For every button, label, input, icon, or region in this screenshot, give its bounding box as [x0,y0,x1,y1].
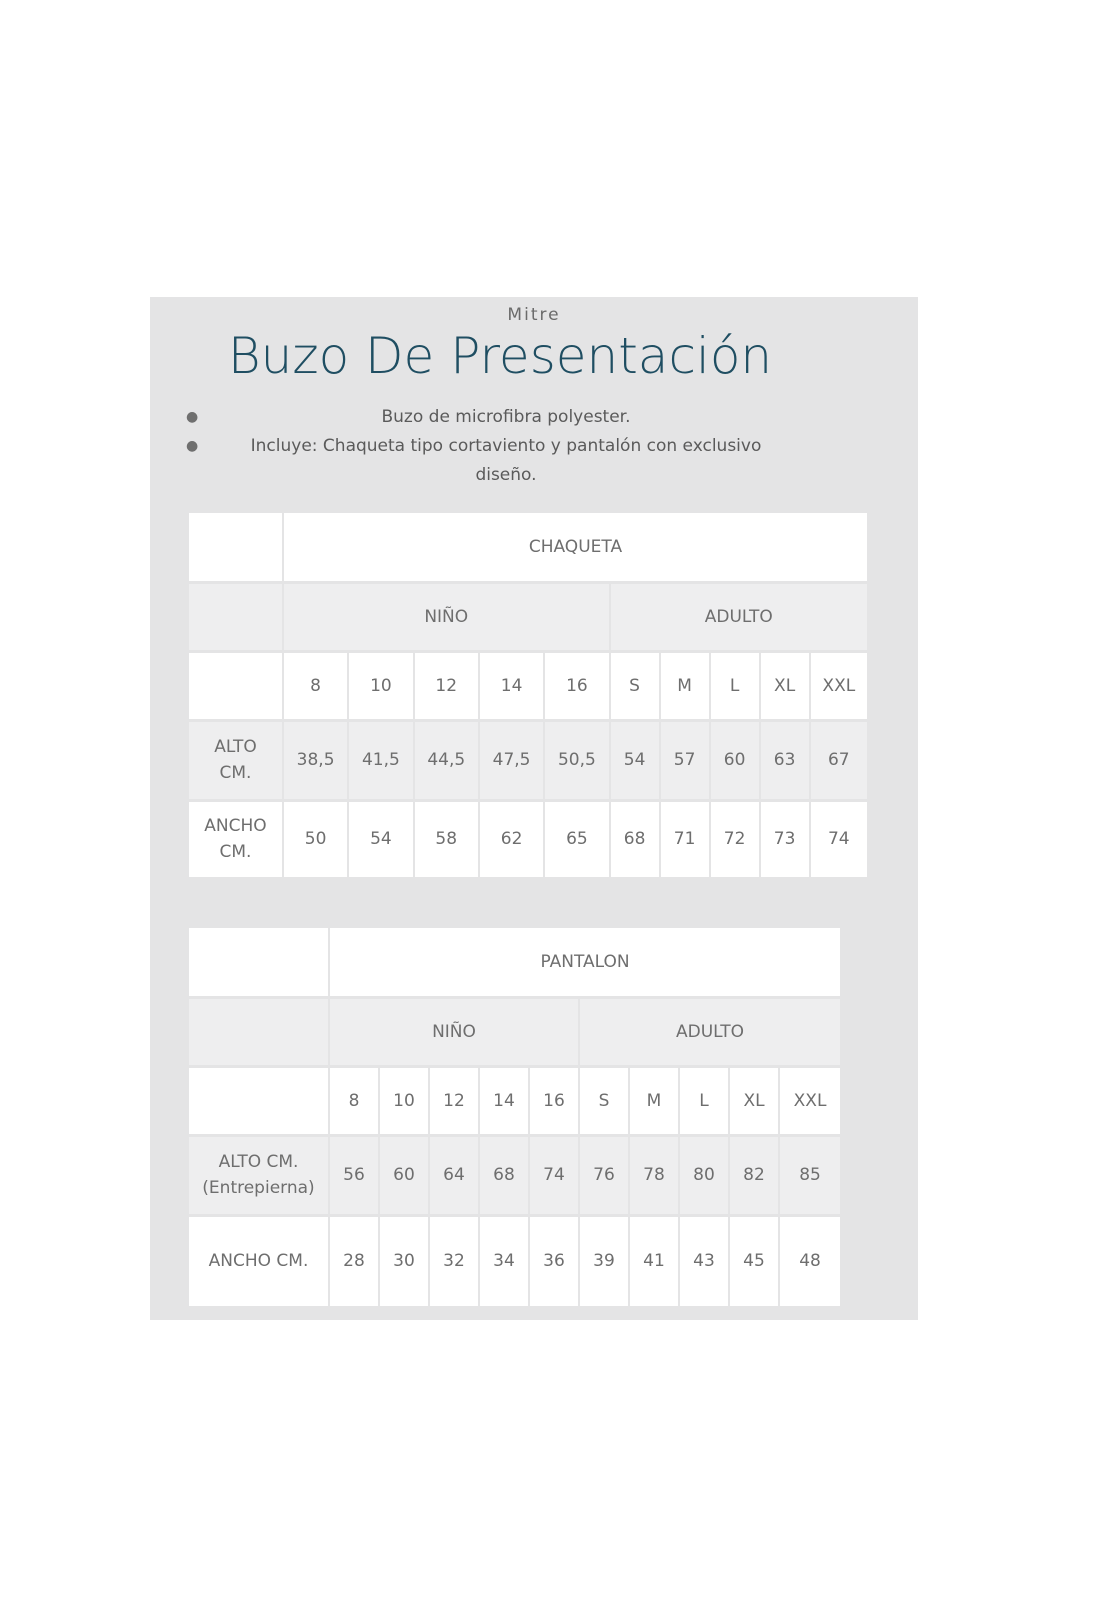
row-label-alto [189,720,283,800]
corner-cell [189,1066,329,1135]
table-cell: 30 [379,1215,429,1307]
row-label-line: (Entrepierna) [202,1178,315,1198]
table-cell: 39 [579,1215,629,1307]
bullet-icon: ● [186,409,199,425]
group-header-adulto: ADULTO [610,582,868,651]
table-cell: 54 [610,720,660,800]
table-cell: 63 [760,720,810,800]
group-header-adulto: ADULTO [579,997,841,1066]
table-cell: 78 [629,1135,679,1215]
size-header: S [579,1066,629,1135]
table-cell: 60 [379,1135,429,1215]
size-header: S [610,651,660,720]
table-cell: 28 [329,1215,379,1307]
size-header: L [679,1066,729,1135]
table-cell: 44,5 [414,720,479,800]
size-header: 10 [379,1066,429,1135]
size-header: XXL [779,1066,841,1135]
table-cell: 71 [660,800,710,878]
size-header: 8 [329,1066,379,1135]
table-cell: 34 [479,1215,529,1307]
feature-list [186,403,776,490]
row-label-alto [189,1135,329,1215]
size-header: 10 [348,651,413,720]
group-header-nino: NIÑO [283,582,610,651]
table-cell: 72 [710,800,760,878]
table-cell: 36 [529,1215,579,1307]
table-cell: 68 [479,1135,529,1215]
table-cell: 67 [810,720,868,800]
table-cell: 45 [729,1215,779,1307]
table-cell: 41 [629,1215,679,1307]
table-cell: 85 [779,1135,841,1215]
size-header: 14 [479,651,544,720]
table-cell: 47,5 [479,720,544,800]
table-cell: 56 [329,1135,379,1215]
size-header: 14 [479,1066,529,1135]
feature-text: Incluye: Chaqueta tipo cortaviento y pantalón con exclusivo diseño. [250,436,762,485]
table-cell: 73 [760,800,810,878]
size-header: XL [760,651,810,720]
feature-item [186,403,776,432]
pantalon-size-table [189,928,842,1309]
size-header: 8 [283,651,348,720]
table-cell: 38,5 [283,720,348,800]
table-cell: 74 [810,800,868,878]
group-header-nino: NIÑO [329,997,579,1066]
table-cell: 60 [710,720,760,800]
row-label-ancho [189,800,283,878]
row-label-line: ALTO [214,737,257,757]
size-header: M [660,651,710,720]
corner-cell [189,513,283,582]
row-label-line: CM. [219,842,252,862]
table-cell: 64 [429,1135,479,1215]
brand-name: Mitre [507,305,561,325]
table-cell: 68 [610,800,660,878]
table-cell: 43 [679,1215,729,1307]
table-cell: 74 [529,1135,579,1215]
row-label-line: CM. [219,763,252,783]
size-header: 12 [414,651,479,720]
table-cell: 50,5 [544,720,609,800]
table-cell: 82 [729,1135,779,1215]
row-label-ancho: ANCHO CM. [189,1215,329,1307]
corner-cell [189,651,283,720]
table-cell: 80 [679,1135,729,1215]
table-title: CHAQUETA [283,513,868,582]
table-cell: 48 [779,1215,841,1307]
table-cell: 58 [414,800,479,878]
product-title: Buzo De Presentación [227,327,773,385]
product-panel [150,297,918,1320]
size-header: M [629,1066,679,1135]
corner-cell [189,582,283,651]
table-title: PANTALON [329,928,841,997]
size-header: 16 [544,651,609,720]
feature-item [186,432,776,490]
size-header: L [710,651,760,720]
size-header: XL [729,1066,779,1135]
size-header: XXL [810,651,868,720]
row-label-line: ANCHO [204,816,267,836]
chaqueta-size-table [189,513,869,880]
table-cell: 54 [348,800,413,878]
table-cell: 57 [660,720,710,800]
size-header: 12 [429,1066,479,1135]
size-header: 16 [529,1066,579,1135]
bullet-icon: ● [186,438,199,454]
table-cell: 65 [544,800,609,878]
corner-cell [189,928,329,997]
table-cell: 76 [579,1135,629,1215]
table-cell: 32 [429,1215,479,1307]
table-cell: 41,5 [348,720,413,800]
table-cell: 50 [283,800,348,878]
feature-text: Buzo de microfibra polyester. [381,407,631,427]
corner-cell [189,997,329,1066]
table-cell: 62 [479,800,544,878]
row-label-line: ALTO CM. [218,1152,299,1172]
